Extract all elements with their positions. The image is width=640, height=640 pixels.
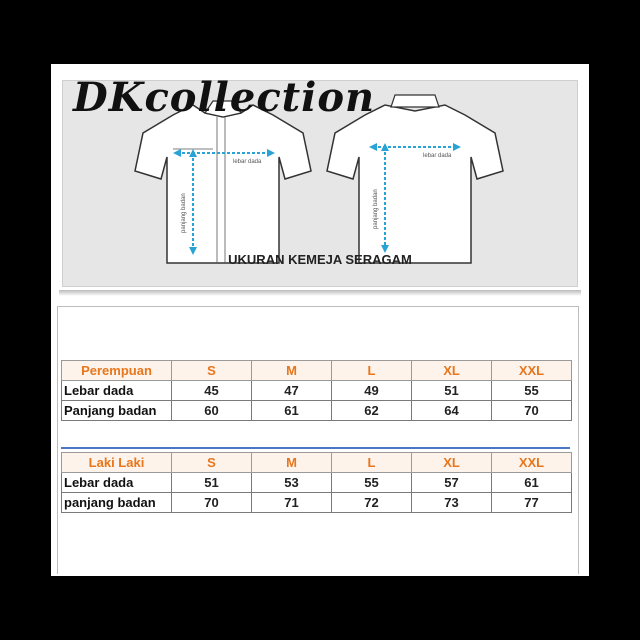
table-row	[62, 381, 572, 401]
table-row	[62, 493, 572, 513]
size-m: M	[252, 453, 332, 473]
size-xl: XL	[412, 361, 492, 381]
panel-divider	[59, 290, 581, 296]
front-shirt-outline	[135, 105, 311, 263]
table-cell: 71	[252, 493, 332, 513]
table-cell: 53	[252, 473, 332, 493]
back-width-label: lebar dada	[423, 153, 452, 159]
table-cell: 61	[252, 401, 332, 421]
table-row	[62, 473, 572, 493]
table-cell: 62	[332, 401, 412, 421]
front-width-label: lebar dada	[233, 159, 262, 165]
size-m: M	[252, 361, 332, 381]
table-cell: 77	[492, 493, 572, 513]
table-cell: 60	[172, 401, 252, 421]
table-cell: 45	[172, 381, 252, 401]
front-length-label: panjang badan	[181, 193, 187, 233]
table-cell: 47	[252, 381, 332, 401]
table-cell: 55	[332, 473, 412, 493]
chart-title: UKURAN KEMEJA SERAGAM	[228, 252, 412, 267]
table-row	[62, 401, 572, 421]
men-size-table	[61, 452, 572, 513]
row-label: Lebar dada	[62, 473, 172, 493]
table-cell: 49	[332, 381, 412, 401]
size-xxl: XXL	[492, 453, 572, 473]
table-cell: 72	[332, 493, 412, 513]
row-label: Panjang badan	[62, 401, 172, 421]
back-shirt-outline	[327, 105, 503, 263]
table-panel	[57, 306, 579, 574]
section-separator	[61, 447, 570, 449]
women-group-label: Perempuan	[62, 361, 172, 381]
brand-watermark: DKcollection	[73, 74, 376, 121]
size-s: S	[172, 361, 252, 381]
women-size-table	[61, 360, 572, 421]
size-l: L	[332, 453, 412, 473]
table-cell: 70	[492, 401, 572, 421]
table-cell: 51	[172, 473, 252, 493]
table-cell: 55	[492, 381, 572, 401]
size-xl: XL	[412, 453, 492, 473]
table-cell: 57	[412, 473, 492, 493]
row-label: panjang badan	[62, 493, 172, 513]
back-length-label: panjang badan	[373, 189, 379, 229]
size-s: S	[172, 453, 252, 473]
men-header-row	[62, 453, 572, 473]
table-cell: 64	[412, 401, 492, 421]
table-cell: 51	[412, 381, 492, 401]
men-group-label: Laki Laki	[62, 453, 172, 473]
size-l: L	[332, 361, 412, 381]
row-label: Lebar dada	[62, 381, 172, 401]
table-cell: 73	[412, 493, 492, 513]
women-header-row	[62, 361, 572, 381]
table-cell: 61	[492, 473, 572, 493]
table-cell: 70	[172, 493, 252, 513]
size-xxl: XXL	[492, 361, 572, 381]
